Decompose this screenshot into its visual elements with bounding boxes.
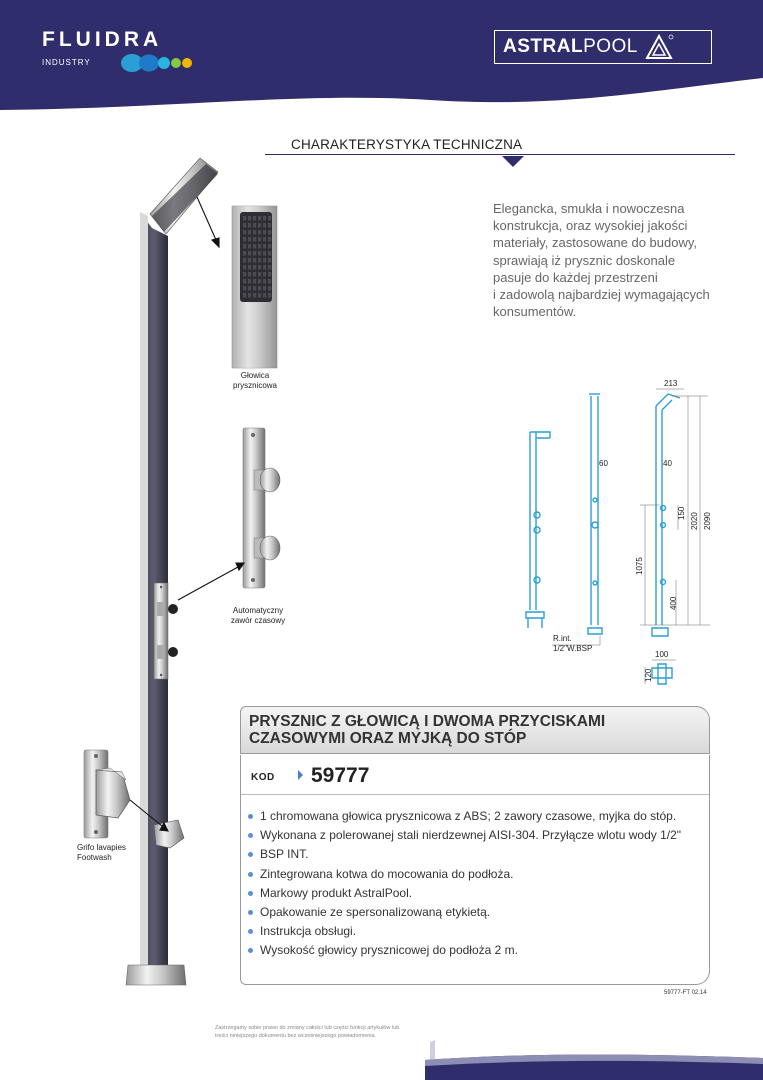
nozzle <box>263 230 266 235</box>
drawing-note-rint: R.int. <box>553 634 572 643</box>
nozzle <box>258 251 261 256</box>
intro-line: konsumentów. <box>493 304 577 320</box>
nozzle <box>268 293 271 298</box>
nozzle <box>263 216 266 221</box>
intro-line: Elegancka, smukła i nowoczesna <box>493 201 685 216</box>
nozzle <box>263 279 266 284</box>
nozzle <box>258 286 261 291</box>
intro-line: sprawiają iż prysznic doskonale <box>493 252 676 268</box>
spec-list <box>247 807 681 961</box>
code-value: 59777 <box>311 764 370 787</box>
nozzle <box>253 286 256 291</box>
nozzle <box>263 265 266 270</box>
dim-2090: 2090 <box>703 512 712 530</box>
code-arrow-icon <box>298 770 303 780</box>
nozzle <box>263 223 266 228</box>
nozzle <box>258 230 261 235</box>
nozzle <box>263 237 266 242</box>
nozzle <box>253 258 256 263</box>
dim-60: 60 <box>599 459 608 468</box>
nozzle <box>248 272 251 277</box>
astralpool-triangle-icon <box>644 33 674 61</box>
nozzle <box>248 286 251 291</box>
nozzle <box>263 251 266 256</box>
footer-band <box>0 1040 763 1080</box>
document-reference: 59777-FT 02.14 <box>664 990 707 996</box>
drawing-note-bsp: 1/2"W.BSP <box>553 644 593 653</box>
nozzle <box>268 223 271 228</box>
nozzle <box>263 258 266 263</box>
footwash-detail <box>84 750 130 838</box>
nozzle <box>253 265 256 270</box>
nozzle <box>253 237 256 242</box>
spec-item: Zintegrowana kotwa do mocowania do podłoża. <box>247 865 681 884</box>
nozzle <box>268 258 271 263</box>
spec-item: Wykonana z polerowanej stali nierdzewnej AISI-304. Przyłącze wlotu wody 1/2" <box>247 826 681 845</box>
nozzle <box>253 223 256 228</box>
nozzle <box>268 286 271 291</box>
spec-item: Instrukcja obsługi. <box>247 922 681 941</box>
spec-item: Markowy produkt AstralPool. <box>247 884 681 903</box>
nozzle <box>253 244 256 249</box>
product-title-box <box>240 706 710 754</box>
nozzle <box>248 230 251 235</box>
nozzle <box>253 230 256 235</box>
nozzle <box>243 244 246 249</box>
fluidra-name: FLUIDRA <box>42 28 163 51</box>
nozzle <box>258 279 261 284</box>
dim-1075: 1075 <box>635 557 644 575</box>
nozzle <box>258 237 261 242</box>
nozzle <box>243 258 246 263</box>
nozzle <box>243 279 246 284</box>
fluidra-dots-icon <box>120 52 195 74</box>
caption-line: zawór czasowy <box>230 616 286 625</box>
page-header <box>0 0 763 110</box>
nozzle <box>268 244 271 249</box>
nozzle <box>248 279 251 284</box>
spec-item: 1 chromowana głowica prysznicowa z ABS; 2 zawory czasowe, myjka do stóp. <box>247 807 681 826</box>
section-title: CHARAKTERYSTYKA TECHNICZNA <box>291 137 523 152</box>
nozzle <box>253 279 256 284</box>
nozzle <box>263 293 266 298</box>
product-title-line: PRYSZNIC Z GŁOWICĄ I DWOMA PRZYCISKAMI <box>249 713 606 730</box>
dim-150: 150 <box>677 506 686 520</box>
nozzle <box>258 265 261 270</box>
nozzle <box>268 237 271 242</box>
nozzle <box>243 216 246 221</box>
code-label: KOD <box>251 772 275 783</box>
dim-100: 100 <box>655 650 669 659</box>
nozzle <box>258 272 261 277</box>
nozzle <box>268 279 271 284</box>
intro-line: pasuje do każdej przestrzeni <box>493 269 658 285</box>
intro-line: materiały, zastosowane do budowy, <box>493 235 698 251</box>
nozzle <box>248 251 251 256</box>
nozzle <box>248 258 251 263</box>
nozzle <box>268 272 271 277</box>
nozzle <box>243 272 246 277</box>
nozzle <box>248 293 251 298</box>
astralpool-logo <box>494 30 712 64</box>
nozzle <box>258 244 261 249</box>
nozzle <box>268 216 271 221</box>
nozzle <box>248 237 251 242</box>
nozzle <box>263 272 266 277</box>
nozzle <box>253 293 256 298</box>
product-title-line: CZASOWYMI ORAZ MYJKĄ DO STÓP <box>249 730 527 747</box>
caption-line: Automatyczny <box>232 606 284 615</box>
nozzle <box>253 216 256 221</box>
caption-footwash <box>64 843 157 863</box>
nozzle <box>268 230 271 235</box>
caption-line: Grifo lavapies <box>77 843 126 852</box>
product-code-row <box>240 755 710 795</box>
nozzle <box>248 223 251 228</box>
spec-item: Opakowanie ze spersonalizowaną etykietą. <box>247 903 681 922</box>
nozzle <box>258 293 261 298</box>
disclaimer-line: treści niniejszego dokumentu bez wcześniejszego powiadomienia. <box>215 1033 377 1039</box>
technical-drawing <box>526 394 680 684</box>
pool-text: POOL <box>583 36 638 57</box>
nozzle <box>243 286 246 291</box>
dim-2020: 2020 <box>690 512 699 530</box>
nozzle <box>243 251 246 256</box>
nozzle <box>263 244 266 249</box>
caption-valve <box>218 606 298 626</box>
dim-213: 213 <box>664 379 678 388</box>
spec-item: BSP INT. <box>247 845 681 864</box>
nozzle <box>253 272 256 277</box>
caption-line: prysznicowa <box>232 381 277 390</box>
nozzle <box>243 223 246 228</box>
nozzle <box>263 286 266 291</box>
dimension-lines <box>552 389 710 684</box>
nozzle <box>258 216 261 221</box>
astral-text: ASTRAL <box>503 36 584 57</box>
nozzle <box>258 223 261 228</box>
spec-item: Wysokość głowicy prysznicowej do podłoża 2 m. <box>247 941 681 960</box>
product-title <box>249 713 605 747</box>
shower-head-detail <box>232 206 277 368</box>
nozzle <box>253 251 256 256</box>
nozzle <box>243 230 246 235</box>
nozzle <box>248 244 251 249</box>
nozzle <box>243 293 246 298</box>
fluidra-sub: INDUSTRY <box>42 58 91 67</box>
caption-line: Footwash <box>77 853 112 862</box>
disclaimer-line: Zastrzegamy sobie prawo do zmiany całości lub części funkcji artykułów lub <box>215 1025 400 1031</box>
intro-line: konstrukcja, oraz wysokiej jakości <box>493 218 688 234</box>
spec-box <box>240 795 710 985</box>
intro-line: i zadowolą najbardziej wymagających <box>493 287 710 303</box>
dim-40: 40 <box>663 459 672 468</box>
dim-120: 120 <box>644 668 653 682</box>
nozzle <box>243 265 246 270</box>
nozzle <box>248 265 251 270</box>
dim-400: 400 <box>669 596 678 610</box>
caption-shower-head <box>215 371 295 391</box>
nozzle <box>268 265 271 270</box>
nozzle <box>243 237 246 242</box>
valve-detail <box>243 428 280 588</box>
nozzle <box>268 251 271 256</box>
nozzle <box>248 216 251 221</box>
nozzle <box>258 258 261 263</box>
caption-line: Głowica <box>240 371 270 380</box>
disclaimer <box>215 1024 435 1040</box>
